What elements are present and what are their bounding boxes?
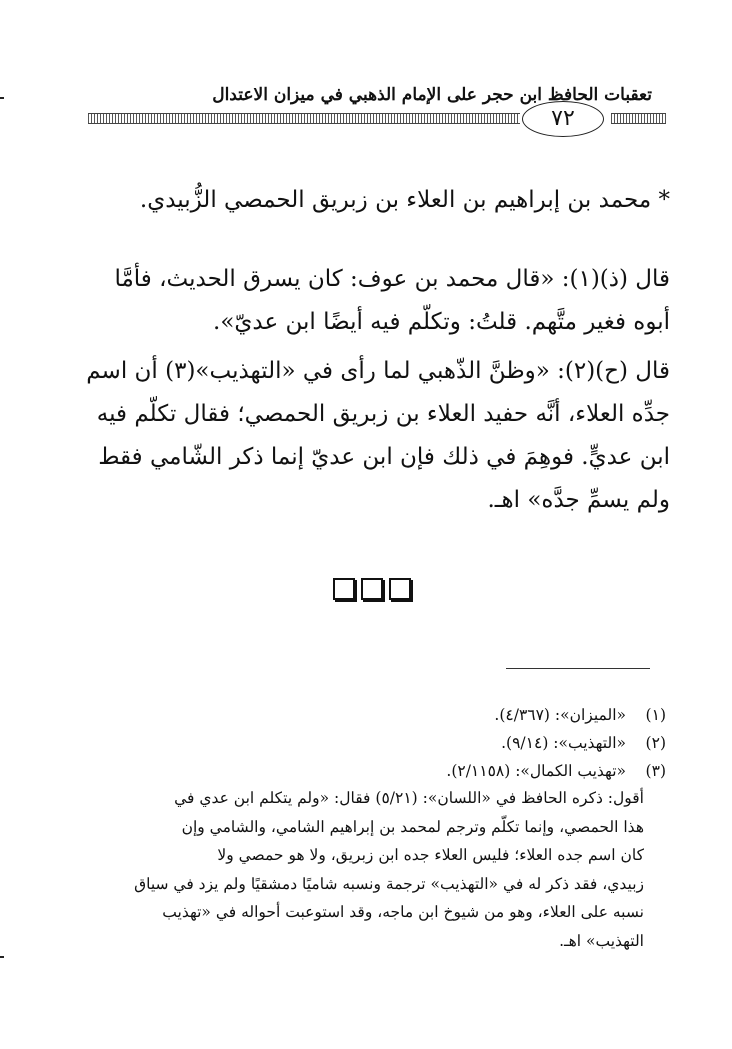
edge-mark [0, 97, 4, 99]
ornament-square-icon [389, 578, 411, 600]
footnotes [70, 702, 666, 955]
footnote-text: «الميزان»: (٤/٣٦٧). [494, 706, 626, 724]
paragraph [70, 258, 670, 344]
page-number: ٧٢ [522, 101, 604, 137]
paragraph-line: ولم يسمِّ جدَّه» اهـ. [487, 487, 670, 513]
footnote-number: (٣) [645, 762, 666, 780]
edge-mark [0, 956, 4, 958]
footnote-number: (٢) [645, 734, 666, 752]
paragraph [70, 350, 670, 522]
entry-heading: * محمد بن إبراهيم بن العلاء بن زبريق الحمصي الزُّبيدي. [139, 187, 670, 213]
footnote-line: نسبه على العلاء، وهو من شيوخ ابن ماجه، وقد استوعبت أحواله في «تهذيب [162, 903, 644, 921]
footnote-text: «التهذيب»: (٩/١٤). [501, 734, 626, 752]
footnote-line: كان اسم جده العلاء؛ فليس العلاء جده ابن زبريق، ولا هو حمصي ولا [217, 846, 644, 864]
ornament-square-icon [361, 578, 383, 600]
paragraph-line: ابن عديٍّ. فوهِمَ في ذلك فإن ابن عديّ إنما ذكر الشّامي فقط [98, 444, 670, 470]
paragraph-line: أبوه فغير متَّهم. قلتُ: وتكلّم فيه أيضًا ابن عديّ». [213, 309, 670, 335]
footnote-line: أقول: ذكره الحافظ في «اللسان»: (٥/٢١) فقال: «ولم يتكلم ابن عدي في [174, 789, 644, 807]
footnote-separator [506, 668, 650, 669]
running-title: تعقبات الحافظ ابن حجر على الإمام الذهبي في ميزان الاعتدال [212, 85, 652, 105]
paragraph-line: قال (ذ)(١): «قال محمد بن عوف: كان يسرق الحديث، فأمَّا [114, 266, 670, 292]
header-rule [611, 113, 666, 124]
ornament-square-icon [333, 578, 355, 600]
footnote-line: هذا الحمصي، وإنما تكلّم وترجم لمحمد بن إبراهيم الشامي، والشامي وإن [181, 817, 644, 836]
footnote-commentary [70, 784, 666, 955]
paragraph-line: قال (ح)(٢): «وظنَّ الذّهبي لما رأى في «التهذيب»(٣) أن اسم [86, 358, 670, 384]
footnote-line: التهذيب» اهـ. [559, 931, 644, 950]
footnote-number: (١) [645, 706, 666, 724]
header-rule [88, 113, 520, 124]
footnote-line: زبيدي، فقد ذكر له في «التهذيب» ترجمة ونسبه شاميًا دمشقيًا ولم يزد في سياق [134, 874, 644, 893]
footnote-text: «تهذيب الكمال»: (٢/١١٥٨). [446, 762, 626, 780]
footnote [70, 730, 666, 758]
footnote [70, 758, 666, 786]
footnote [70, 702, 666, 730]
section-ornament [333, 578, 413, 600]
paragraph-line: جدِّه العلاء، أنَّه حفيد العلاء بن زبريق الحمصي؛ فقال تكلّم فيه [96, 401, 670, 427]
